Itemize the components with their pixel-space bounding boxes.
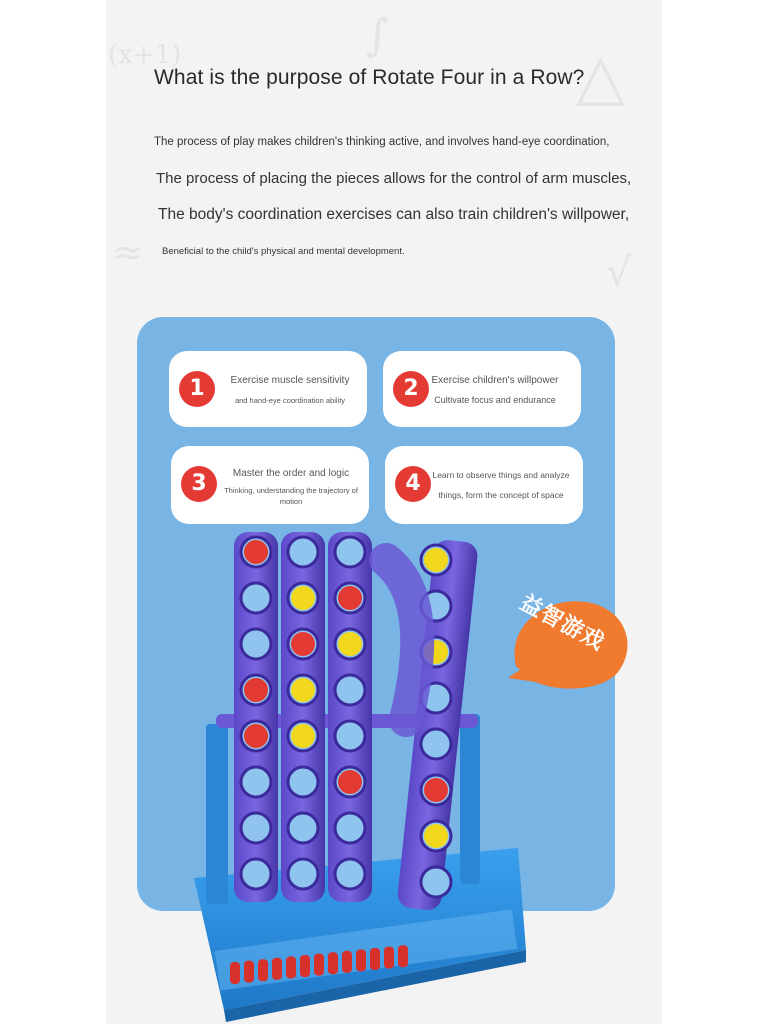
symbol-doodle: ∫ (366, 10, 389, 61)
spare-piece (258, 959, 268, 981)
game-columns (234, 532, 479, 911)
card-1-title: Exercise muscle sensitivity (230, 375, 350, 386)
spare-piece (300, 955, 310, 977)
red-piece (244, 540, 268, 564)
number-badge-3: 3 (181, 466, 217, 502)
game-column-2 (281, 532, 325, 902)
description-line-3: The body's coordination exercises can also train children's willpower, (158, 206, 630, 223)
number-badge-4: 4 (395, 466, 431, 502)
spare-piece (370, 948, 380, 970)
spare-piece (286, 956, 296, 978)
red-piece (424, 778, 448, 802)
card-2-title: Exercise children's willpower (431, 375, 559, 386)
description-line-4: Beneficial to the child's physical and mental development. (162, 246, 405, 257)
red-piece (244, 678, 268, 702)
symbol-doodle-3: ≈ (112, 230, 144, 274)
yellow-piece (291, 678, 315, 702)
spare-piece (342, 951, 352, 973)
card-1-subtitle: and hand-eye coordination ability (234, 396, 346, 405)
rotate-four-toy-image (106, 0, 662, 1024)
spare-piece (230, 962, 240, 984)
red-piece (338, 586, 362, 610)
card-3-title: Master the order and logic (232, 468, 350, 479)
rotating-column (386, 560, 417, 720)
card-3-subtitle: Thinking, understanding the trajectory of (224, 486, 358, 495)
game-column-1 (234, 532, 278, 902)
formula-doodle: (x+1) (108, 40, 182, 70)
badge-text: 益智游戏 (515, 590, 609, 656)
yellow-piece (338, 632, 362, 656)
description-line-1: The process of play makes children's thinking active, and involves hand-eye coordination, (154, 136, 610, 148)
red-piece (291, 632, 315, 656)
spare-piece (384, 947, 394, 969)
red-piece (338, 770, 362, 794)
symbol-doodle-2: √ (606, 250, 632, 296)
product-page (106, 0, 662, 1024)
left-post (206, 724, 228, 904)
right-post (460, 714, 480, 884)
yellow-piece (424, 548, 448, 572)
yellow-piece (291, 724, 315, 748)
number-badge-1: 1 (179, 371, 215, 407)
card-2-subtitle: Cultivate focus and endurance (434, 395, 556, 405)
card-4-subtitle: things, form the concept of space (438, 490, 564, 500)
triangle-doodle: △ (576, 40, 626, 114)
game-column-3 (328, 532, 372, 902)
spare-piece (272, 958, 282, 980)
red-piece (244, 724, 268, 748)
spare-piece (356, 949, 366, 971)
yellow-piece (424, 824, 448, 848)
spare-piece (314, 954, 324, 976)
page-title: What is the purpose of Rotate Four in a Row? (154, 66, 585, 89)
card-3-subtitle-2: motion (279, 497, 303, 506)
description-line-2: The process of placing the pieces allows for the control of arm muscles, (156, 170, 632, 187)
spare-piece (398, 945, 408, 967)
number-badge-2: 2 (393, 371, 429, 407)
spare-piece (328, 952, 338, 974)
spare-piece (244, 961, 254, 983)
yellow-piece (291, 586, 315, 610)
card-4-title: Learn to observe things and analyze (432, 470, 570, 480)
